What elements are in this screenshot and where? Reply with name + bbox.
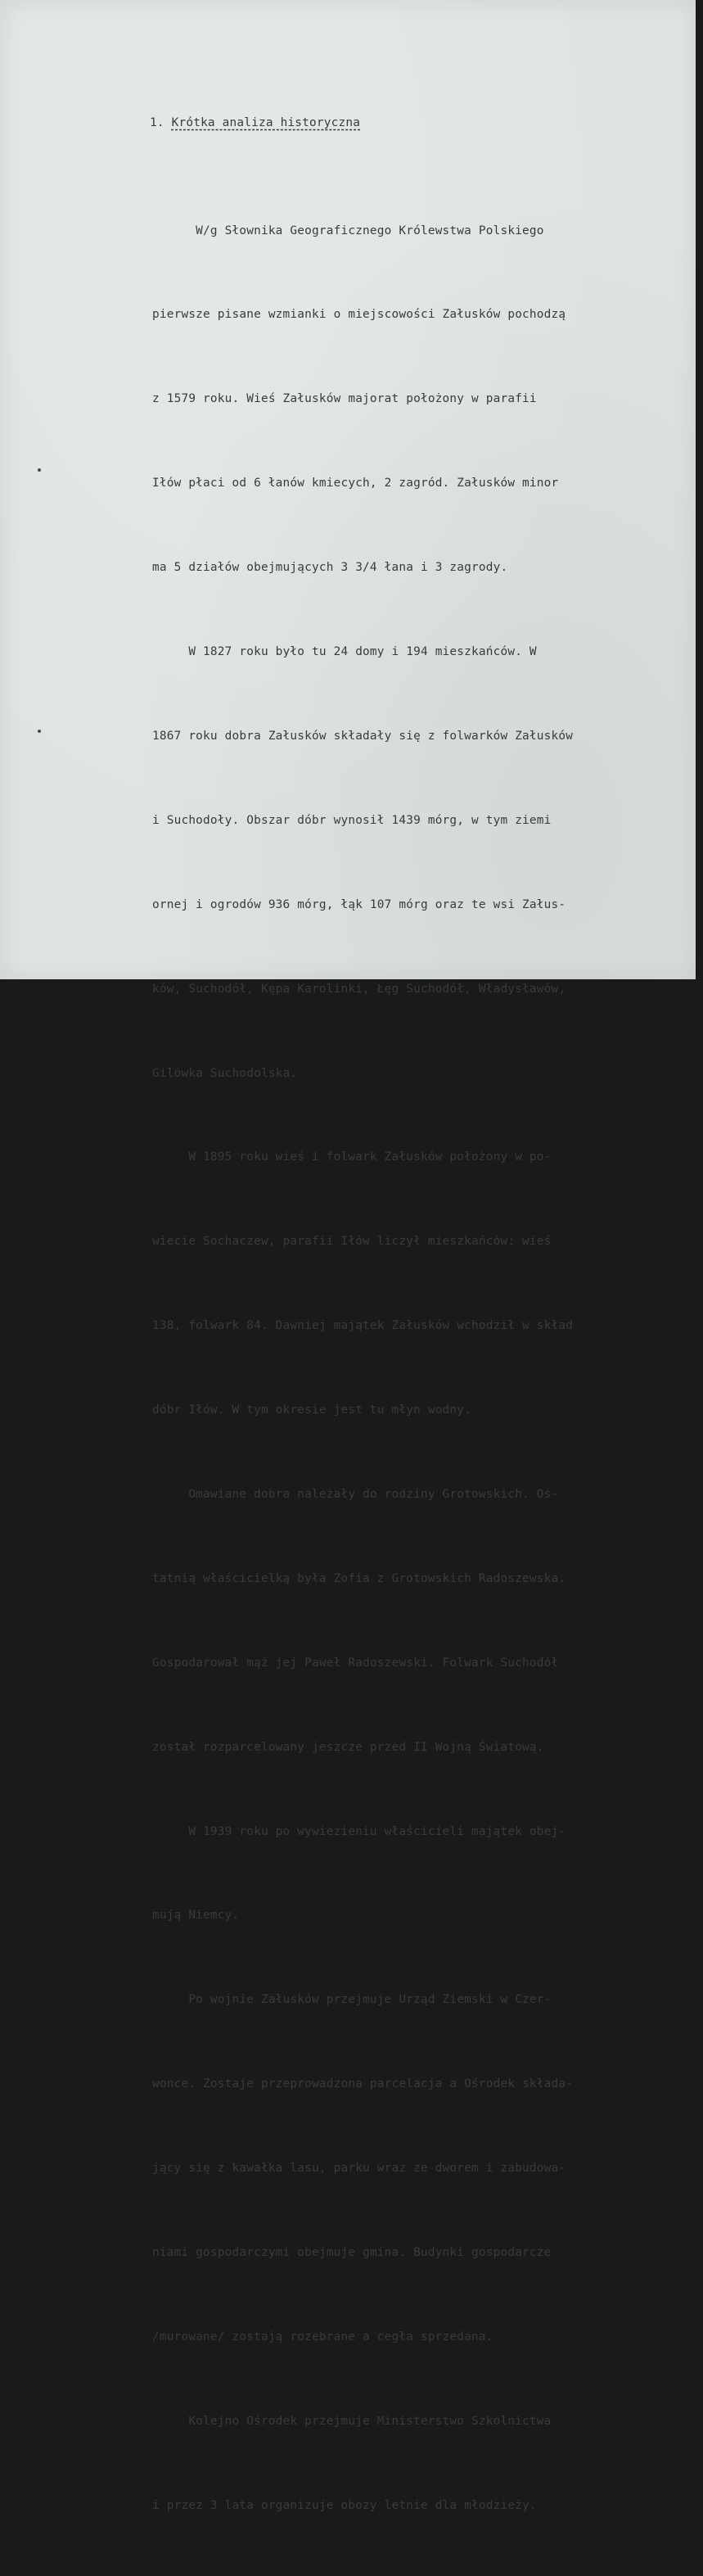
text-line: W 1895 roku wieś i folwark Załusków położony w po- (152, 1150, 552, 1164)
text-line: jący się z kawałka lasu, parku wraz ze dworem i zabudowa- (152, 2162, 566, 2176)
text-line: Gospodarował mąż jej Paweł Radoszewski. Folwark Suchodół (152, 1656, 559, 1670)
body-text (152, 160, 573, 2576)
text-line: Iłów płaci od 6 łanów kmiecych, 2 zagród. Załusków minor (152, 477, 559, 490)
text-line: /murowane/ zostają rozebrane a cegła sprzedana. (152, 2330, 493, 2343)
text-line: wiecie Sochaczew, parafii Iłów liczył mieszkańców: wieś (152, 1235, 552, 1249)
text-line: Po wojnie Załusków przejmuje Urząd Ziemski w Czer- (152, 1993, 552, 2007)
text-line: niami gospodarczymi obejmuje gmina. Budynki gospodarcze (152, 2245, 552, 2259)
text-line: 138, folwark 84. Dawniej majątek Załusków wchodził w skład (152, 1319, 574, 1333)
text-line: został rozparcelowany jeszcze przed II Wojną Światową. (152, 1740, 544, 1754)
text-line: Omawiane dobra należały do rodziny Grotowskich. Os- (152, 1487, 559, 1501)
text-line: W 1939 roku po wywiezieniu właścicieli majątek obej- (152, 1824, 566, 1838)
text-line: i przez 3 lata organizuje obozy letnie dla młodzieży. (152, 2498, 537, 2512)
text-line: ma 5 działów obejmujących 3 3/4 łana i 3 zagrody. (152, 561, 508, 575)
text-line: 1867 roku dobra Załusków składały się z folwarków Załusków (152, 729, 574, 743)
text-line: ornej i ogrodów 936 mórg, łąk 107 mórg oraz te wsi Załus- (152, 897, 566, 911)
text-line: tatnią właścicielką była Zofia z Grotowskich Radoszewska. (152, 1571, 566, 1585)
section-number: 1. (150, 116, 164, 129)
section-title: Krótka analiza historyczna (171, 116, 361, 129)
text-line: wonce. Zostaje przeprowadzona parcelacja a Ośrodek składa- (152, 2077, 574, 2091)
text-line: mują Niemcy. (152, 1909, 240, 1923)
punch-hole-mark (38, 468, 41, 472)
text-line: W 1827 roku było tu 24 domy i 194 mieszkańców. W (152, 645, 537, 659)
text-line: Gilówka Suchodolska. (152, 1066, 298, 1080)
text-line: i Suchodoły. Obszar dóbr wynosił 1439 mórg, w tym ziemi (152, 813, 552, 827)
section-heading (150, 116, 360, 129)
text-line: z 1579 roku. Wieś Załusków majorat położony w parafii (152, 392, 537, 406)
text-line: pierwsze pisane wzmianki o miejscowości Załusków pochodzą (152, 308, 566, 322)
punch-hole-mark (38, 730, 41, 733)
text-line: dóbr Iłów. W tym okresie jest tu młyn wodny. (152, 1403, 472, 1417)
text-line: Kolejno Ośrodek przejmuje Ministerstwo Szkolnictwa (152, 2414, 552, 2428)
text-line: ków, Suchodół, Kępa Karolinki, Łęg Suchodół, Władysławów, (152, 982, 566, 996)
text-line: W/g Słownika Geograficznego Królewstwa Polskiego (152, 224, 544, 237)
